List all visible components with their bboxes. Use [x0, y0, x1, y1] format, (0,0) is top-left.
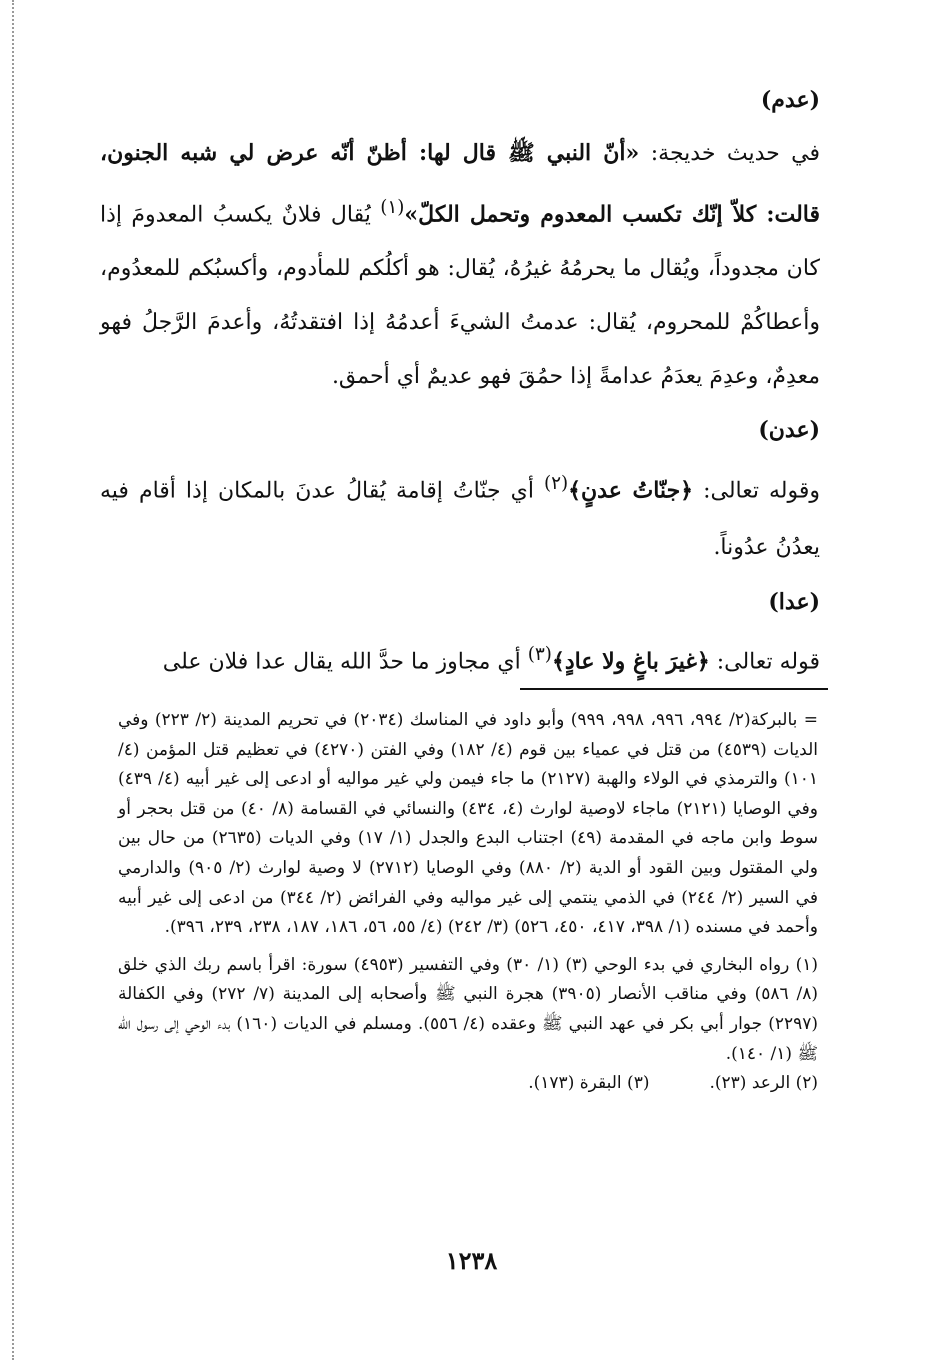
entry-body-adam [100, 126, 820, 404]
footnote-ref-2: (٢) [543, 473, 569, 495]
entry-lead: في حديث خديجة: [650, 141, 820, 166]
entry-lead: وقوله تعالى: [703, 478, 820, 504]
footnote-refs-row [118, 1069, 818, 1099]
scan-edge [12, 0, 14, 1360]
entry-explanation: أي مجاوز ما حدَّ الله يقال عدا فلان على [162, 648, 521, 674]
footnote-ref-1: (١) [380, 197, 405, 218]
quran-quote: ﴿غيرَ باغٍ ولا عادٍ﴾ [551, 647, 710, 674]
entry-heading-adn: (عدن) [758, 417, 820, 444]
footnote-2: (٢) الرعد (٢٣). [709, 1073, 818, 1094]
hadith-quote: «أنّ النبي ﷺ قال لها: أظنّ أنّه عرض لي شبه الجنون، قالت: كلاّ إنّك تكسب المعدوم وتحمل الكلّ» [100, 140, 820, 228]
footnote-continued: = بالبركة(٢/ ٩٩٤، ٩٩٦، ٩٩٨، ٩٩٩) وأبو داود في المناسك (٢٠٣٤) في تحريم المدينة (٢/ ٢٢٣) وفي الديات (٤٥٣٩) من قتل في عمياء بين قوم (٤/ ١٨٢) وفي الفتن (٤٢٧٠) في تعظيم قتل المؤمن (٤/ ١٠١) والترمذي في الولاء والهبة (٢١٢٧) ما جاء فيمن ولي غير مواليه أو ادعى إلى غير أبيه (٤/ ٤٣٩) وفي الوصايا (٢١٢١) ماجاء لاوصية لوارث (٤، ٤٣٤) والنسائي في القسامة (٨/ ٤٠) من قتل بحجر أو سوط وابن ماجه في المقدمة (٤٩) اجتناب البدع والجدل (١/ ١٧) وفي الديات (٢٦٣٥) من حال بين ولي المقتول وبين القود أو الدية (٢/ ٨٨٠) وفي الوصايا (٢٧١٢) لا وصية لوارث (٢/ ٩٠٥) والدارمي في السير (٢/ ٢٤٤) في الذمي ينتمي إلى غير مواليه وفي الفرائض (٢/ ٣٤٤) من ادعى إلى غير أبيه وأحمد في مسنده (١/ ٣٩٨، ٤١٧، ٤٥٠، ٥٢٦) (٣/ ٢٤٢) (٤/ ٥٥، ٥٦، ١٨٦، ١٨٧، ٢٣٨، ٢٣٩، ٣٩٦). [118, 710, 819, 938]
entry-body-ada [100, 628, 820, 689]
footnote-3: (٣) البقرة (١٧٣). [528, 1073, 650, 1094]
footnote-separator [520, 688, 828, 690]
footnotes [118, 706, 818, 1099]
entry-heading-adam: (عدم) [760, 87, 820, 113]
entry-heading-ada: (عدا) [768, 588, 820, 615]
footnote-ref-3: (٣) [527, 643, 552, 665]
entry-body-adn [100, 456, 820, 575]
page-number: ١٢٣٨ [445, 1246, 498, 1275]
entry-explanation: أي جنّاتُ إقامة يُقالُ عدنَ بالمكان إذا أقام فيه يعدُنُ عدُوناً. [100, 478, 820, 560]
main-text [100, 80, 820, 695]
quran-quote: ﴿جنّاتُ عدنٍ﴾ [568, 477, 694, 504]
entry-explanation: يُقال فلانٌ يكسبُ المعدومَ إذا كان مجدوداً، ويُقال ما يحرمُهُ غيرُهُ، يُقال: هو أكلُكم للمأدوم، وأكسبُكم للمعدُوم، وأعطاكُمْ للمحروم، يُقال: عدمتُ الشيءَ أعدمُهُ إذا افتقدتُهُ، وأعدمَ الرَّجلُ فهو معدِمٌ، وعدِمَ يعدَمُ عدامةً إذا حمُقَ فهو عديمٌ أي أحمق. [100, 202, 820, 390]
entry-lead: قوله تعالى: [716, 648, 820, 674]
footnote-1: (١) رواه البخاري في بدء الوحي (٣) (١/ ٣٠) وفي التفسير (٤٩٥٣) سورة: اقرأ باسم ربك الذي خلق (٨/ ٥٨٦) وفي مناقب الأنصار (٣٩٠٥) هجرة النبي ﷺ وأصحابه إلى المدينة (٧/ ٢٧٢) وفي الكفالة (٢٢٩٧) جوار أبي بكر في عهد النبي ﷺ وعقده (٤/ ٥٥٦). ومسلم في الديات (١٦٠) بدء الوحي إلى رسول الله ﷺ (١/ ١٤٠). [118, 954, 819, 1064]
